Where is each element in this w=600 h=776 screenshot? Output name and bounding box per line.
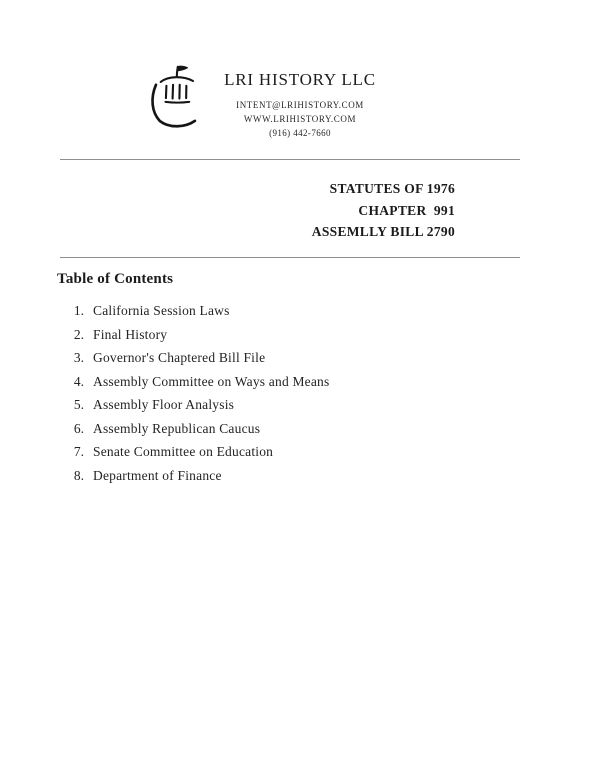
toc-item [69, 469, 329, 483]
divider-top [60, 159, 520, 160]
toc-item-label: California Session Laws [93, 303, 230, 318]
toc-list [69, 304, 329, 492]
toc-item [69, 304, 329, 318]
toc-title: Table of Contents [57, 271, 174, 287]
company-name: LRI HISTORY LLC [224, 70, 376, 89]
toc-item-label: Department of Finance [93, 467, 222, 483]
toc-item-number: 7. [73, 444, 84, 459]
toc-item-number: 1. [73, 303, 84, 318]
toc-item-label: Governor's Chaptered Bill File [93, 350, 266, 365]
bill-line: ASSEMLLY BILL 2790 [311, 224, 455, 239]
letterhead-text [0, 70, 600, 140]
email-text: INTENT@LRIHISTORY.COM [236, 100, 364, 110]
toc-item-number: 2. [73, 326, 84, 342]
toc-item-label: Assembly Committee on Ways and Means [93, 373, 330, 389]
toc-item-number: 3. [73, 350, 84, 365]
toc-item-label: Assembly Floor Analysis [93, 397, 235, 412]
phone-text: (916) 442-7660 [269, 128, 331, 138]
toc-item-label: Final History [93, 326, 168, 342]
toc-item [69, 328, 329, 342]
toc-item [69, 351, 329, 365]
toc-item [69, 375, 329, 389]
toc-item-number: 8. [73, 467, 84, 483]
toc-item [69, 445, 329, 459]
toc-item [69, 422, 329, 436]
bill-reference-block [312, 178, 455, 243]
website-text: WWW.LRIHISTORY.COM [243, 114, 357, 124]
toc-item-label: Senate Committee on Education [93, 444, 274, 459]
chapter-line: CHAPTER 991 [358, 202, 455, 218]
divider-bottom [60, 257, 520, 258]
toc-item-number: 4. [73, 373, 84, 389]
toc-item [69, 398, 329, 412]
letterhead [0, 62, 600, 152]
toc-item-label: Assembly Republican Caucus [93, 420, 261, 436]
statutes-line: STATUTES OF 1976 [329, 181, 455, 196]
toc-item-number: 5. [73, 397, 84, 412]
toc-item-number: 6. [73, 420, 84, 436]
